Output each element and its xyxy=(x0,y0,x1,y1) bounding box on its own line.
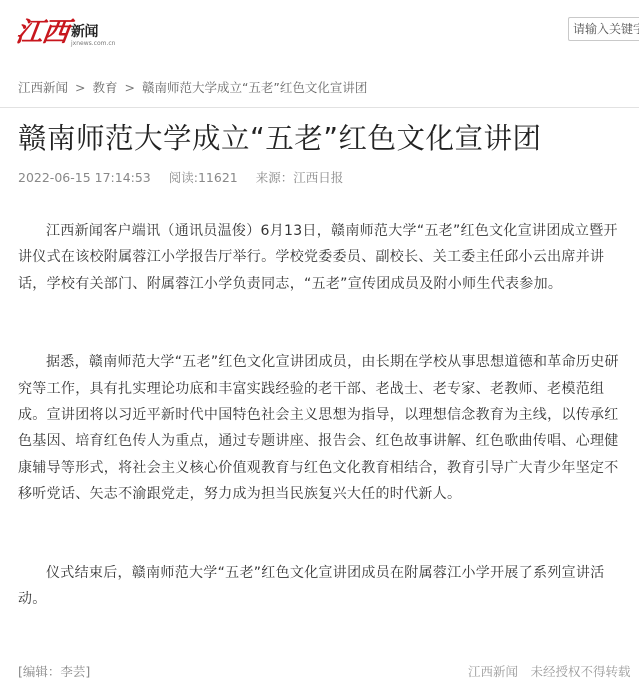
article-paragraph: 仪式结束后，赣南师范大学“五老”红色文化宣讲团成员在附属蓉江小学开展了系列宣讲活动。 xyxy=(18,564,605,607)
copyright-notice: 江西新闻 未经授权不得转载 xyxy=(468,664,631,679)
breadcrumb-home-link[interactable]: 江西新闻 xyxy=(18,80,69,95)
article-views: 阅读:11621 xyxy=(168,170,238,185)
article-body xyxy=(18,218,630,665)
article-datetime: 2022-06-15 17:14:53 xyxy=(18,170,151,185)
logo-side xyxy=(71,24,115,48)
article-paragraph: 据悉，赣南师范大学“五老”红色文化宣讲团成员，由长期在学校从事思想道德和革命历史研究等工作，具有扎实理论功底和丰富实践经验的老干部、老战士、老专家、老教师、老模范组成。宣讲团将以习近平新时代中国特色社会主义思想为指导，以理想信念教育为主线，以传承红色基因、培育红色传人为重点，通过专题讲座、报告会、红色故事讲解、红色歌曲传唱、心理健康辅导等形式，将社会主义核心价值观教育与红色文化教育相结合，教育引导广大青少年坚定不移听党话、矢志不渝跟党走，努力成为担当民族复兴大任的时代新人。 xyxy=(18,354,619,502)
site-logo[interactable] xyxy=(13,14,116,48)
article-source: 来源：江西日报 xyxy=(255,170,344,185)
breadcrumb xyxy=(18,79,367,97)
logo-main-text: 江西 xyxy=(13,17,71,48)
header-divider xyxy=(0,107,639,108)
breadcrumb-separator: > xyxy=(124,80,135,95)
logo-news-text: 新闻 xyxy=(71,24,98,40)
article-meta xyxy=(18,169,357,187)
search-input[interactable] xyxy=(568,17,639,41)
article-editor: [编辑：李芸] xyxy=(18,664,91,679)
breadcrumb-separator: > xyxy=(75,80,86,95)
breadcrumb-education-link[interactable]: 教育 xyxy=(92,80,118,95)
article-title: 赣南师范大学成立“五老”红色文化宣讲团 xyxy=(18,122,542,155)
article-paragraph: 江西新闻客户端讯（通讯员温俊）6月13日，赣南师范大学“五老”红色文化宣讲团成立暨开讲仪式在该校附属蓉江小学报告厅举行。学校党委委员、副校长、关工委主任邱小云出席并讲话，学校有关部门、附属蓉江小学负责同志，“五老”宣传团成员及附小师生代表参加。 xyxy=(18,223,618,292)
site-header xyxy=(0,0,639,62)
logo-domain-text: jxnews.com.cn xyxy=(71,40,116,47)
breadcrumb-current-article[interactable]: 赣南师范大学成立“五老”红色文化宣讲团 xyxy=(141,80,368,95)
